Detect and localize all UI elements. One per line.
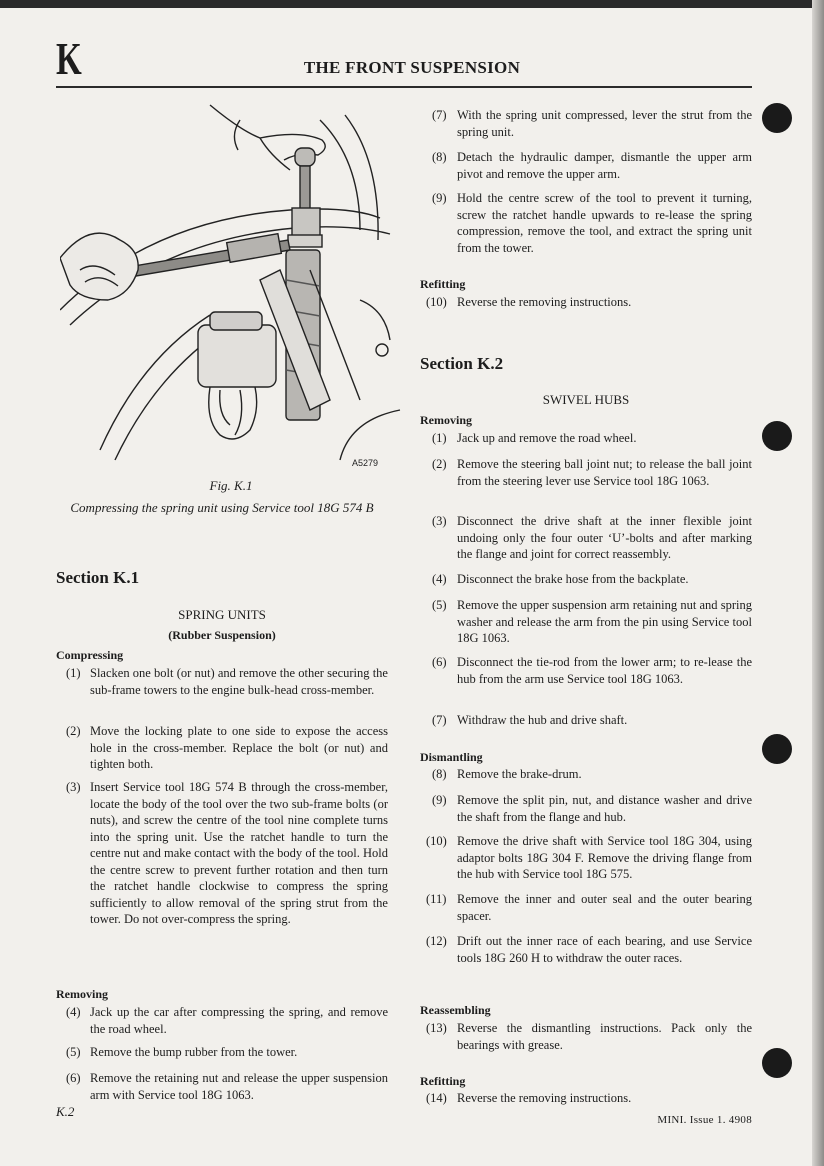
list-item: (6) Remove the retaining nut and release the upper suspension arm with Service tool 18G 1063. [66,1071,388,1102]
list-item: (6) Disconnect the tie-rod from the lower arm; to re-lease the hub from the arm use Service tool 18G 1063. [432,655,752,686]
list-item: (10) Reverse the removing instructions. [426,295,632,309]
section-title-k1: Section K.1 [56,568,140,587]
heading-refitting: Refitting [420,277,466,291]
list-item: (2) Remove the steering ball joint nut; to release the ball joint from the steering lever use Service tool 18G 1063. [432,457,752,488]
section-title-k2: Section K.2 [420,354,504,373]
list-item: (12) Drift out the inner race of each bearing, and use Service tools 18G 260 H to withdraw the outer races. [426,934,752,965]
heading-dismantling: Dismantling [420,750,483,764]
list-item: (7) With the spring unit compressed, lever the strut from the spring unit. [432,108,752,139]
binder-hole [762,421,792,451]
list-item: (9) Hold the centre screw of the tool to prevent it turning, screw the ratchet handle upwards to re-lease the spring compression, remove the tool, and extract the spring unit from the tower. [432,191,752,255]
figure-caption: Compressing the spring unit using Service tool 18G 574 B [70,500,374,515]
heading-removing-right: Removing [420,413,472,427]
figure-illustration [60,100,406,470]
list-item: (10) Remove the drive shaft with Service tool 18G 304, using adaptor bolts 18G 304 F. Remove the driving flange from the hub with Service tool 18G 575. [426,834,752,881]
list-item: (7) Withdraw the hub and drive shaft. [432,713,628,727]
list-item: (5) Remove the upper suspension arm retaining nut and spring washer and release the arm from the pin using Service tool 18G 1063. [432,598,752,645]
list-item: (3) Insert Service tool 18G 574 B through the cross-member, locate the body of the tool over the two sub-frame bolts (or nuts), and screw the centre of the tool nine complete turns into the spring unit. Use the ratchet handle to turn the centre nut and make contact with the body of the tool. Hold the centre screw to prevent further rotation and then turn the ratchet handle clockwise to compress the spring sufficiently to allow removal of the spring strut from the tower. Do not over-compress the spring. [66,780,388,926]
scan-edge-right [812,0,824,1166]
heading-reassembling: Reassembling [420,1003,491,1017]
subtitle-swivel-hubs: SWIVEL HUBS [542,392,630,407]
page-number: K.2 [56,1104,75,1119]
list-item: (14) Reverse the removing instructions. [426,1091,632,1105]
heading-refitting-2: Refitting [420,1074,466,1088]
list-item: (8) Detach the hydraulic damper, dismantle the upper arm pivot and remove the upper arm. [432,150,752,181]
list-item: (5) Remove the bump rubber from the tower. [66,1045,298,1059]
header-rule [56,86,752,88]
section-letter: K [56,33,82,84]
figure-number: Fig. K.1 [209,478,253,493]
list-item: (4) Jack up the car after compressing the spring, and remove the road wheel. [66,1005,388,1036]
list-item: (3) Disconnect the drive shaft at the inner flexible joint undoing only the four outer ‘U’-bolts and after marking the flange and joint for correct reassembly. [432,514,752,561]
list-item: (1) Jack up and remove the road wheel. [432,431,637,445]
list-item: (13) Reverse the dismantling instructions. Pack only the bearings with grease. [426,1021,752,1052]
page-title: THE FRONT SUSPENSION [303,58,521,77]
list-item: (9) Remove the split pin, nut, and distance washer and drive the shaft from the flange and hub. [432,793,752,824]
list-item: (11) Remove the inner and outer seal and the outer bearing spacer. [426,892,752,923]
subtitle-spring-units: SPRING UNITS [178,607,266,622]
list-item: (1) Slacken one bolt (or nut) and remove the other securing the sub-frame towers to the engine bulk-head cross-member. [66,666,388,697]
subtitle-rubber-suspension: (Rubber Suspension) [168,628,276,642]
heading-removing-left: Removing [56,987,108,1001]
binder-hole [762,1048,792,1078]
list-item: (2) Move the locking plate to one side to expose the access hole in the cross-member. Replace the bolt (or nut) and tighten both. [66,724,388,771]
list-item: (8) Remove the brake-drum. [432,767,582,781]
scan-edge-top [0,0,824,8]
issue-info: MINI. Issue 1. 4908 [657,1114,752,1126]
list-item: (4) Disconnect the brake hose from the backplate. [432,572,689,586]
heading-compressing: Compressing [56,648,124,662]
figure-code: A5279 [352,458,379,468]
binder-hole [762,734,792,764]
binder-hole [762,103,792,133]
